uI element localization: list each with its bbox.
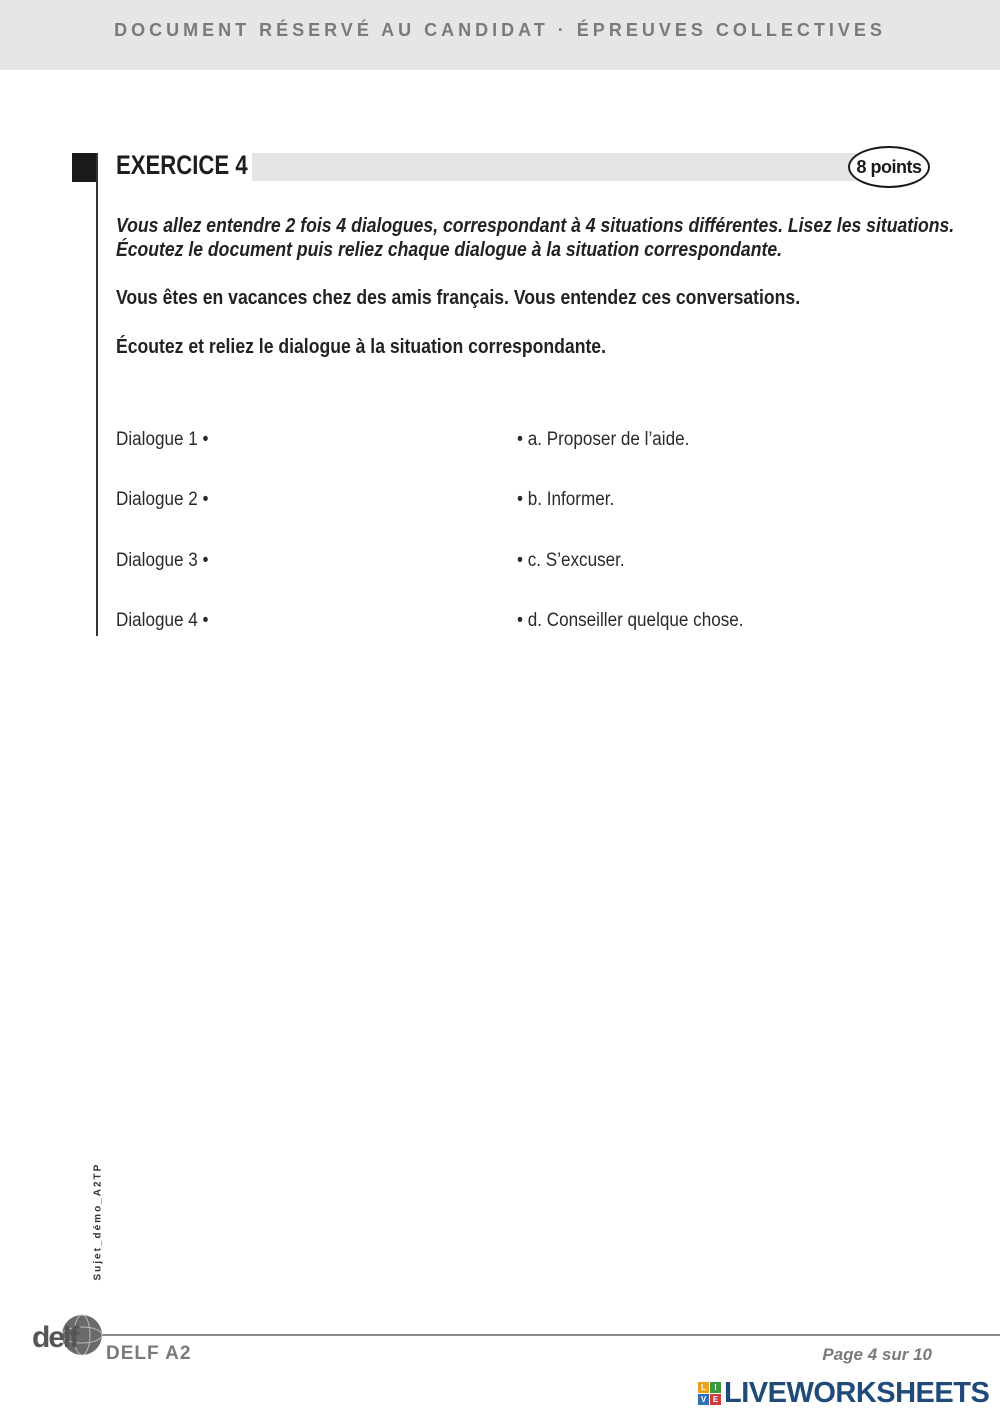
- exercise-side-rule: [96, 153, 98, 636]
- exercise-title: EXERCICE 4: [116, 150, 248, 180]
- page-number: Page 4 sur 10: [822, 1345, 932, 1364]
- context-text: Vous êtes en vacances chez des amis français. Vous entendez ces conversations.: [116, 287, 801, 309]
- title-bar: [252, 153, 922, 181]
- logo-text: delf: [32, 1321, 78, 1354]
- instruction-line-2: Écoutez le document puis reliez chaque dialogue à la situation correspondante.: [116, 239, 783, 261]
- document-code: Sujet_démo_A2TP: [92, 1162, 104, 1281]
- exercise-marker: [72, 153, 98, 182]
- logo-tile-i: I: [710, 1382, 721, 1393]
- logo-tile-v: V: [698, 1394, 709, 1405]
- dialogue-4-dot[interactable]: Dialogue 4 •: [116, 610, 209, 631]
- dialogue-2-dot[interactable]: Dialogue 2 •: [116, 489, 209, 510]
- instruction-line-1: Vous allez entendre 2 fois 4 dialogues, correspondant à 4 situations différentes. Lisez les situations.: [116, 215, 955, 237]
- header-text: DOCUMENT RÉSERVÉ AU CANDIDAT · ÉPREUVES COLLECTIVES: [114, 20, 886, 40]
- points-label: 8 points: [856, 156, 922, 177]
- situation-b-dot[interactable]: • b. Informer.: [517, 489, 615, 510]
- liveworksheets-icon: [698, 1382, 721, 1405]
- logo-tile-e: E: [710, 1394, 721, 1405]
- footer-rule: [90, 1334, 1000, 1336]
- footer-level: DELF A2: [106, 1343, 192, 1364]
- dialogue-1-dot[interactable]: Dialogue 1 •: [116, 429, 209, 450]
- delf-logo: [32, 1305, 104, 1365]
- logo-tile-l: L: [698, 1382, 709, 1393]
- situation-d-dot[interactable]: • d. Conseiller quelque chose.: [517, 610, 744, 631]
- situation-c-dot[interactable]: • c. S’excuser.: [517, 550, 625, 571]
- liveworksheets-name: LIVEWORKSHEETS: [724, 1376, 990, 1409]
- situation-a-dot[interactable]: • a. Proposer de l’aide.: [517, 429, 690, 450]
- task-text: Écoutez et reliez le dialogue à la situation correspondante.: [116, 336, 606, 358]
- liveworksheets-logo[interactable]: [698, 1375, 994, 1411]
- points-badge: [848, 146, 930, 188]
- dialogue-3-dot[interactable]: Dialogue 3 •: [116, 550, 209, 571]
